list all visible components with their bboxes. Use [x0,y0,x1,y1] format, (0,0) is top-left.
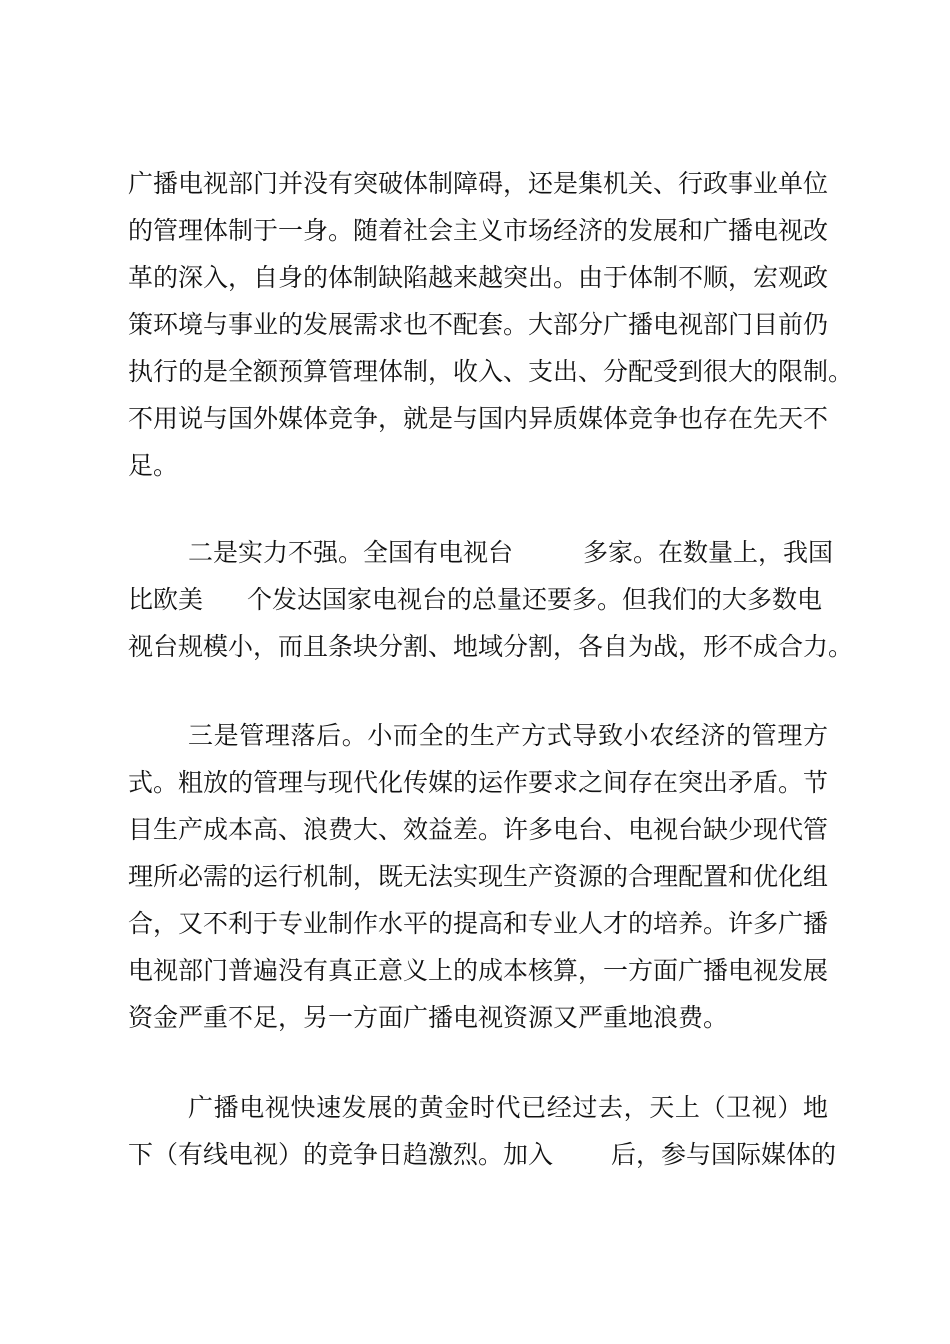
paragraph-1-line-5: 执行的是全额预算管理体制，收入、支出、分配受到很大的限制。 [128,357,854,386]
paragraph-2-line-1-part-2: 多家。在数量上，我国 [583,538,834,567]
paragraph-4-line-2-part-2: 后，参与国际媒体的 [611,1140,837,1169]
paragraph-2-line-1-part-1: 二是实力不强。全国有电视台 [188,538,514,567]
paragraph-2-line-2-part-2: 个发达国家电视台的总量还要多。但我们的大多数电 [247,585,823,614]
paragraph-3-line-6: 电视部门普遍没有真正意义上的成本核算，一方面广播电视发展 [128,956,829,985]
paragraph-3-line-4: 理所必需的运行机制，既无法实现生产资源的合理配置和优化组 [128,862,829,891]
paragraph-4-line-2-part-1: 下（有线电视）的竞争日趋激烈。加入 [128,1140,554,1169]
paragraph-2-line-1 [188,537,834,569]
paragraph-4-line-1: 广播电视快速发展的黄金时代已经过去，天上（卫视）地 [188,1093,828,1122]
paragraph-1-line-6: 不用说与国外媒体竞争，就是与国内异质媒体竞争也存在先天不 [128,404,829,433]
paragraph-1-line-1: 广播电视部门并没有突破体制障碍，还是集机关、行政事业单位 [128,169,829,198]
paragraph-4-line-2 [128,1139,837,1171]
paragraph-1-line-7: 足。 [128,451,179,480]
paragraph-1-line-3: 革的深入，自身的体制缺陷越来越突出。由于体制不顺，宏观政 [128,263,829,292]
paragraph-3-line-1: 三是管理落后。小而全的生产方式导致小农经济的管理方 [188,721,828,750]
paragraph-3-line-3: 目生产成本高、浪费大、效益差。许多电台、电视台缺少现代管 [128,815,829,844]
paragraph-3-line-2: 式。粗放的管理与现代化传媒的运作要求之间存在突出矛盾。节 [128,768,829,797]
paragraph-2-line-3: 视台规模小，而且条块分割、地域分割，各自为战，形不成合力。 [128,632,854,661]
paragraph-1-line-2: 的管理体制于一身。随着社会主义市场经济的发展和广播电视改 [128,216,829,245]
paragraph-2-line-2 [128,584,828,616]
paragraph-3-line-5: 合，又不利于专业制作水平的提高和专业人才的培养。许多广播 [128,909,829,938]
paragraph-1-line-4: 策环境与事业的发展需求也不配套。大部分广播电视部门目前仍 [128,310,829,339]
paragraph-3-line-7: 资金严重不足，另一方面广播电视资源又严重地浪费。 [128,1003,729,1032]
paragraph-2-line-2-part-1: 比欧美 [128,585,204,614]
